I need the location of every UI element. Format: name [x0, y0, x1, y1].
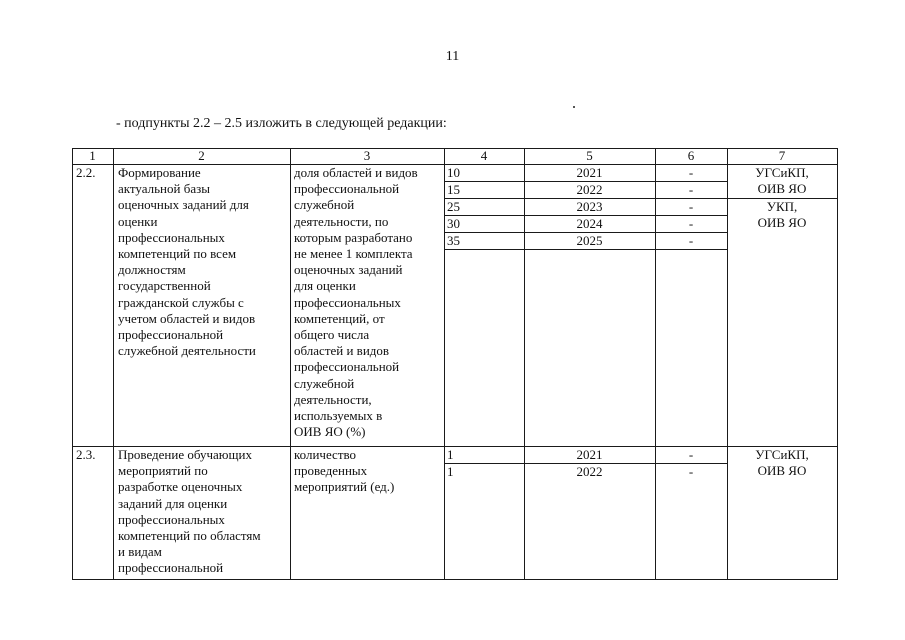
target-value: 25	[447, 199, 460, 214]
target-year: 2022	[576, 182, 603, 197]
target-year: 2021	[576, 447, 603, 462]
plan-table: 1 2 3 4 5 6 7 2.2. Формирование актуальной базы оценочных заданий для оценки профессиональных компетенций по всем должностям государственной гражданской службы с учетом областей и видов профессиональной служебной деятельности доля областей и видов профессиональной служебной деятельности, по которым разработано не менее 1 комплекта оценочных заданий для оценки профессиональных компетенций, от общего числа областей и видов профессиональной служебной деятельности, используемых в ОИВ ЯО (%) 10 2021 - 15 2022 - 25 2023 - 30 2024 - 35 2025 - УГСиКП, ОИВ ЯО УКП, ОИВ ЯО 2.3. Проведение обучающих мероприятий по разработке оценочных заданий для оценки профессиональных компетенций по областям и видам профессиональной количество проведенных мероприятий (ед.) 1 2021 - 1 2022 - УГСиКП, ОИВ ЯО	[72, 148, 838, 580]
target-value: 30	[447, 216, 460, 231]
target-value: 10	[447, 165, 460, 180]
col6-value: -	[688, 165, 694, 180]
header-col-6: 6	[687, 148, 695, 163]
col6-value: -	[688, 216, 694, 231]
target-value: 15	[447, 182, 460, 197]
header-col-7: 7	[778, 148, 786, 163]
row-number: 2.3.	[76, 447, 96, 462]
target-year: 2024	[576, 216, 603, 231]
header-col-1: 1	[89, 148, 96, 163]
col6-value: -	[688, 233, 694, 248]
target-value: 1	[447, 464, 454, 479]
target-year: 2021	[576, 165, 603, 180]
col6-value: -	[688, 464, 694, 479]
col6-value: -	[688, 447, 694, 462]
target-year: 2025	[576, 233, 603, 248]
target-value: 1	[447, 447, 454, 462]
col6-value: -	[688, 182, 694, 197]
intro-text: - подпункты 2.2 – 2.5 изложить в следующей редакции:	[116, 116, 447, 131]
target-year: 2022	[576, 464, 603, 479]
target-value: 35	[447, 233, 460, 248]
header-col-5: 5	[586, 148, 593, 163]
scan-speck	[573, 106, 575, 108]
header-col-3: 3	[363, 148, 371, 163]
header-col-4: 4	[480, 148, 488, 163]
target-year: 2023	[576, 199, 603, 214]
page-number: 11	[445, 49, 460, 64]
header-col-2: 2	[198, 148, 205, 163]
row-number: 2.2.	[76, 165, 96, 180]
col6-value: -	[688, 199, 694, 214]
